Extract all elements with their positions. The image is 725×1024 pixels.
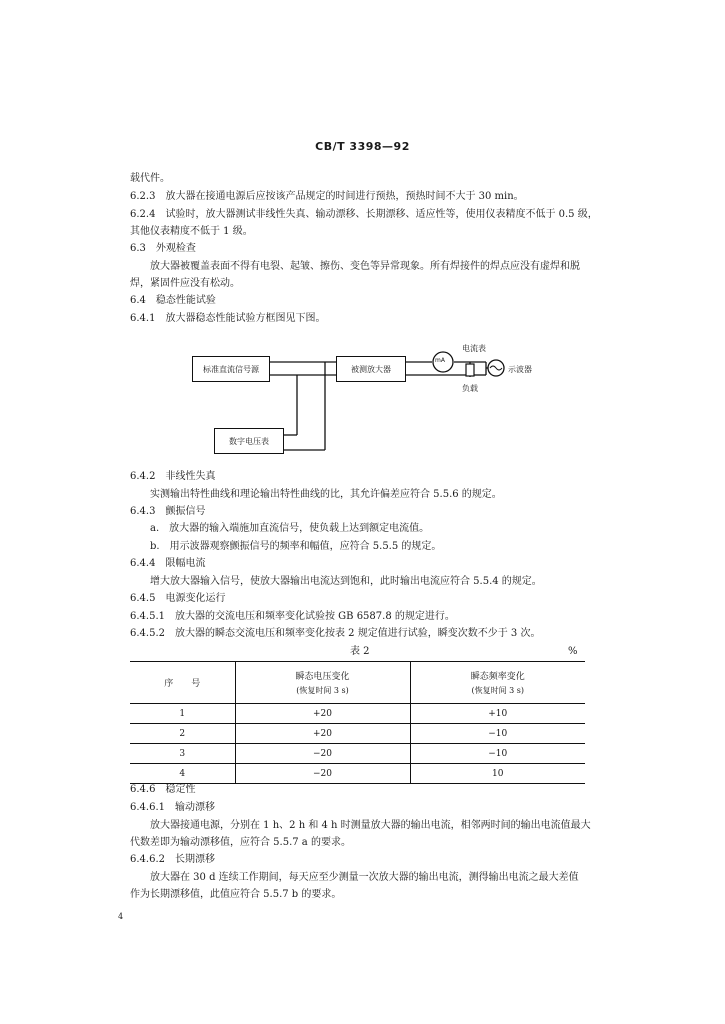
cell-frequency: −10: [488, 728, 508, 739]
text-line: 实测输出特性曲线和理论输出特性曲线的比，其允许偏差应符合 5.5.6 的规定。: [150, 489, 502, 500]
text-line: 焊，紧固件应没有松动。: [130, 278, 240, 289]
clause-6-4-3: [130, 505, 205, 518]
header-subline: (恢复时间 3 s): [296, 686, 349, 695]
table-row: [130, 764, 585, 784]
clause-number: 6.4.1: [130, 313, 156, 324]
column-header-voltage: [235, 662, 410, 704]
text-line: 载代件。: [130, 173, 170, 184]
clause-title: 颤振信号: [165, 506, 206, 517]
text-line: 放大器在 30 d 连续工作期间，每天应至少测量一次放大器的输出电流，测得输出电流之最大差值: [150, 872, 579, 883]
header-line: 瞬态频率变化: [470, 672, 525, 682]
cell-voltage: +20: [235, 704, 410, 724]
clause-number: 6.4.3: [130, 506, 156, 517]
list-item-a: [150, 522, 429, 535]
list-text: 放大器的输入端施加直流信号，使负载上达到额定电流值。: [169, 523, 430, 534]
cell-number: 3: [130, 744, 235, 764]
diagram-box-amplifier: 被测放大器: [336, 356, 406, 382]
oscilloscope-label: 示波器: [508, 365, 532, 374]
cell-frequency: −10: [488, 748, 508, 759]
diagram-box-dc-source: 标准直流信号源: [192, 356, 270, 382]
clause-title: 限幅电流: [165, 558, 206, 569]
clause-6-4-4: [130, 557, 205, 570]
clause-number: 6.3: [130, 243, 146, 254]
clause-number: 6.4.4: [130, 558, 156, 569]
table-2: [130, 661, 585, 784]
clause-number: 6.4.6: [130, 784, 156, 795]
clause-number: 6.2.3: [130, 191, 156, 202]
text-line: 放大器接通电源，分别在 1 h、2 h 和 4 h 时测量放大器的输出电流，相邻两时间的输出电流值最大: [150, 820, 591, 831]
table-title: 表 2: [350, 646, 370, 657]
header-line: 瞬态电压变化: [295, 672, 350, 682]
clause-number: 6.4.5: [130, 593, 156, 604]
cell-frequency: +10: [488, 708, 508, 719]
text-line: 代数差即为输动漂移值，应符合 5.5.7 a 的要求。: [130, 837, 351, 848]
clause-title: 稳定性: [165, 784, 196, 795]
table-row: [130, 744, 585, 764]
list-item-b: [150, 540, 441, 553]
cell-voltage: +20: [235, 724, 410, 744]
cell-number: 4: [130, 764, 235, 784]
clause-text: 试验时，放大器测试非线性失真、输动漂移、长期漂移、适应性等，使用仪表精度不低于 0.5 级，: [165, 209, 598, 220]
clause-title: 稳态性能试验: [155, 295, 216, 306]
clause-6-4-5-1: [130, 610, 455, 623]
column-header-number: 序 号: [130, 662, 235, 704]
clause-text: 放大器稳态性能试验方框图见下图。: [165, 313, 326, 324]
clause-number: 6.2.4: [130, 209, 156, 220]
clause-6-4-6-2: [130, 853, 215, 866]
clause-6-4-2: [130, 470, 215, 483]
load-label: 负载: [462, 384, 478, 393]
clause-title: 外观检查: [155, 243, 196, 254]
list-marker: a.: [150, 523, 160, 534]
clause-number: 6.4.2: [130, 471, 156, 482]
cell-voltage: −20: [235, 764, 410, 784]
clause-6-4-6-1: [130, 801, 215, 814]
clause-6-4-5-2: [130, 627, 540, 640]
cell-voltage: −20: [235, 744, 410, 764]
table-row: [130, 724, 585, 744]
page-mark: 4: [118, 912, 124, 921]
cell-number: 1: [130, 704, 235, 724]
standard-number-header: CB/T 3398—92: [315, 140, 410, 153]
text-line: 增大放大器输入信号，使放大器输出电流达到饱和，此时输出电流应符合 5.5.4 的规定。: [150, 576, 542, 587]
table-row: [130, 704, 585, 724]
clause-title: 长期漂移: [175, 854, 215, 865]
clause-text: 放大器的交流电压和频率变化试验按 GB 6587.8 的规定进行。: [175, 611, 455, 622]
ammeter-label: 电流表: [462, 344, 486, 353]
clause-text: 放大器的瞬态交流电压和频率变化按表 2 规定值进行试验，瞬变次数不少于 3 次。: [175, 628, 541, 639]
ammeter-symbol-text: mA: [435, 357, 445, 364]
clause-title: 输动漂移: [175, 802, 215, 813]
clause-title: 非线性失真: [165, 471, 216, 482]
cell-number: 2: [130, 724, 235, 744]
list-marker: b.: [150, 541, 160, 552]
clause-6-4-6: [130, 783, 195, 796]
load-resistor-symbol: [466, 364, 474, 376]
text-line: 放大器被覆盖表面不得有电裂、起皱、擦伤、变色等异常现象。所有焊接件的焊点应没有虚焊和脱: [150, 261, 580, 272]
text-line: 其他仪表精度不低于 1 级。: [130, 226, 253, 237]
table-unit: %: [568, 646, 578, 657]
clause-number: 6.4.6.1: [130, 802, 165, 813]
text-line: 作为长期漂移值，此值应符合 5.5.7 b 的要求。: [130, 889, 342, 900]
column-header-frequency: [410, 662, 585, 704]
clause-number: 6.4.5.2: [130, 628, 165, 639]
cell-frequency: 10: [492, 768, 504, 779]
clause-text: 放大器在接通电源后应按该产品规定的时间进行预热，预热时间不大于 30 min。: [165, 191, 524, 202]
clause-number: 6.4.5.1: [130, 611, 165, 622]
clause-title: 电源变化运行: [165, 593, 226, 604]
clause-number: 6.4: [130, 295, 146, 306]
clause-6-4-5: [130, 592, 225, 605]
clause-number: 6.4.6.2: [130, 854, 165, 865]
list-text: 用示波器观察颤振信号的频率和幅值，应符合 5.5.5 的规定。: [169, 541, 442, 552]
header-subline: (恢复时间 3 s): [471, 686, 525, 695]
diagram-box-voltmeter: 数字电压表: [214, 428, 284, 454]
